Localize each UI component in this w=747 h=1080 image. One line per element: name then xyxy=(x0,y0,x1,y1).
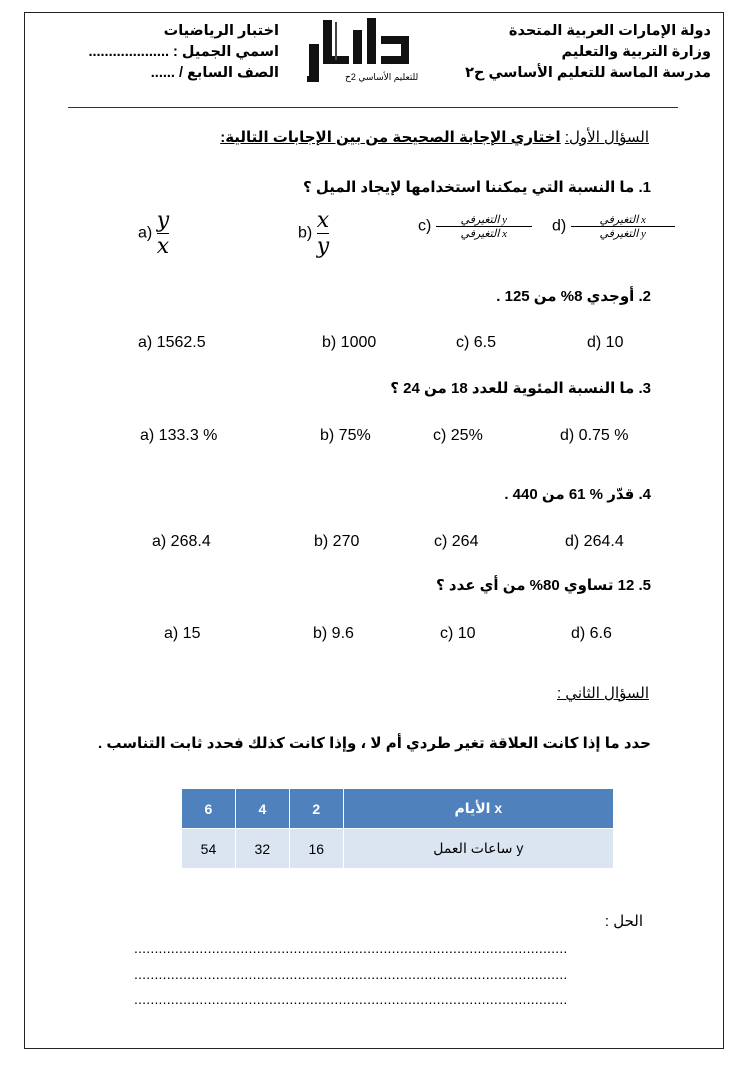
q1-option-a-label: a) xyxy=(138,224,153,242)
q1-option-c[interactable] xyxy=(418,213,532,240)
q5-option-b[interactable]: b) 9.6 xyxy=(313,625,354,642)
q1-text: 1. ما النسبة التي يمكننا استخدامها لإيجاد الميل ؟ xyxy=(303,179,651,196)
q5-option-a[interactable]: a) 15 xyxy=(164,625,201,642)
q1-option-d-den: التغيرفي y xyxy=(599,228,646,240)
table-cell-header-hours: ساعات العمل y xyxy=(343,829,613,869)
q1-option-b-den: y xyxy=(316,234,330,259)
section2-instruction: حدد ما إذا كانت العلاقة تغير طردي أم لا ، وإذا كانت كذلك فحدد ثابت التناسب . xyxy=(97,735,651,752)
answer-line-2[interactable]: .......................................................................................................... xyxy=(134,966,568,982)
q1-option-d[interactable] xyxy=(552,213,675,240)
table-cell: 4 xyxy=(235,789,289,829)
table-cell: 54 xyxy=(182,829,236,869)
q4-option-b[interactable]: b) 270 xyxy=(314,533,360,550)
class-line: الصف السابع / ...... xyxy=(150,65,279,81)
solution-label: الحل : xyxy=(604,913,643,930)
header-left-block xyxy=(88,21,279,84)
q1-option-b-fraction xyxy=(317,208,329,259)
q1-option-c-label: c) xyxy=(418,217,432,235)
q1-option-d-num: التغيرفي x xyxy=(599,214,646,226)
q1-option-a-den: x xyxy=(156,234,170,259)
header-divider xyxy=(68,107,678,108)
q2-text: 2. أوجدي 8% من 125 . xyxy=(496,288,651,305)
q1-option-b-label: b) xyxy=(298,224,313,242)
section1-label: السؤال الأول: xyxy=(564,129,649,146)
q4-option-a[interactable]: a) 268.4 xyxy=(152,533,211,550)
section1-title xyxy=(220,128,649,146)
answer-line-3[interactable]: .......................................................................................................... xyxy=(134,991,568,1007)
q4-text: 4. قدّر % 61 من 440 . xyxy=(504,486,651,503)
school-name: مدرسة الماسة للتعليم الأساسي ح٢ xyxy=(465,65,711,81)
exam-title: اختبار الرياضيات xyxy=(163,23,279,39)
q1-option-c-fraction xyxy=(436,213,532,240)
table-cell-header-days: الأيام x xyxy=(343,789,613,829)
ministry-name: وزارة التربية والتعليم xyxy=(561,44,711,60)
q1-option-b-num: x xyxy=(316,208,330,233)
q4-option-c[interactable]: c) 264 xyxy=(434,533,479,550)
table-cell: 2 xyxy=(289,789,343,829)
logo-subtitle: للتعليم الأساسي 2ح xyxy=(345,72,419,82)
q5-option-c[interactable]: c) 10 xyxy=(440,625,476,642)
answer-line-1[interactable]: .......................................................................................................... xyxy=(134,940,568,956)
q5-text: 5. 12 تساوي 80% من أي عدد ؟ xyxy=(436,577,651,594)
q1-option-d-label: d) xyxy=(552,217,567,235)
q3-text: 3. ما النسبة المئوية للعدد 18 من 24 ؟ xyxy=(390,380,651,397)
q3-option-d[interactable]: d) 0.75 % xyxy=(560,427,629,444)
q3-option-c[interactable]: c) 25% xyxy=(433,427,483,444)
q4-option-d[interactable]: d) 264.4 xyxy=(565,533,624,550)
table-cell: 6 xyxy=(182,789,236,829)
q1-option-a[interactable] xyxy=(138,208,169,259)
q1-option-a-fraction xyxy=(157,208,169,259)
q3-option-b[interactable]: b) 75% xyxy=(320,427,371,444)
q2-option-c[interactable]: c) 6.5 xyxy=(456,334,497,351)
q2-option-a[interactable]: a) 1562.5 xyxy=(138,334,206,351)
q2-option-d[interactable]: d) 10 xyxy=(587,334,624,351)
country-name: دولة الإمارات العربية المتحدة xyxy=(508,23,711,39)
ratio-table xyxy=(181,788,614,869)
section2-label: السؤال الثاني : xyxy=(557,685,649,702)
school-logo xyxy=(305,14,423,92)
q1-option-b[interactable] xyxy=(298,208,329,259)
student-name-line: اسمي الجميل : .................... xyxy=(88,44,279,60)
q1-option-d-fraction xyxy=(571,213,675,240)
q2-option-b[interactable]: b) 1000 xyxy=(322,334,377,351)
section1-instruction: اختاري الإجابة الصحيحة من بين الإجابات التالية: xyxy=(220,129,561,146)
q1-option-a-num: y xyxy=(156,208,170,233)
header-right-block xyxy=(465,21,711,84)
q5-option-d[interactable]: d) 6.6 xyxy=(571,625,612,642)
table-cell: 32 xyxy=(235,829,289,869)
page-frame xyxy=(24,12,724,1049)
q3-option-a[interactable]: a) 133.3 % xyxy=(140,427,218,444)
table-cell: 16 xyxy=(289,829,343,869)
table-row xyxy=(182,829,614,869)
q1-option-c-num: التغيرفي y xyxy=(460,214,508,226)
q1-option-c-den: التغيرفي x xyxy=(460,228,508,240)
table-row xyxy=(182,789,614,829)
